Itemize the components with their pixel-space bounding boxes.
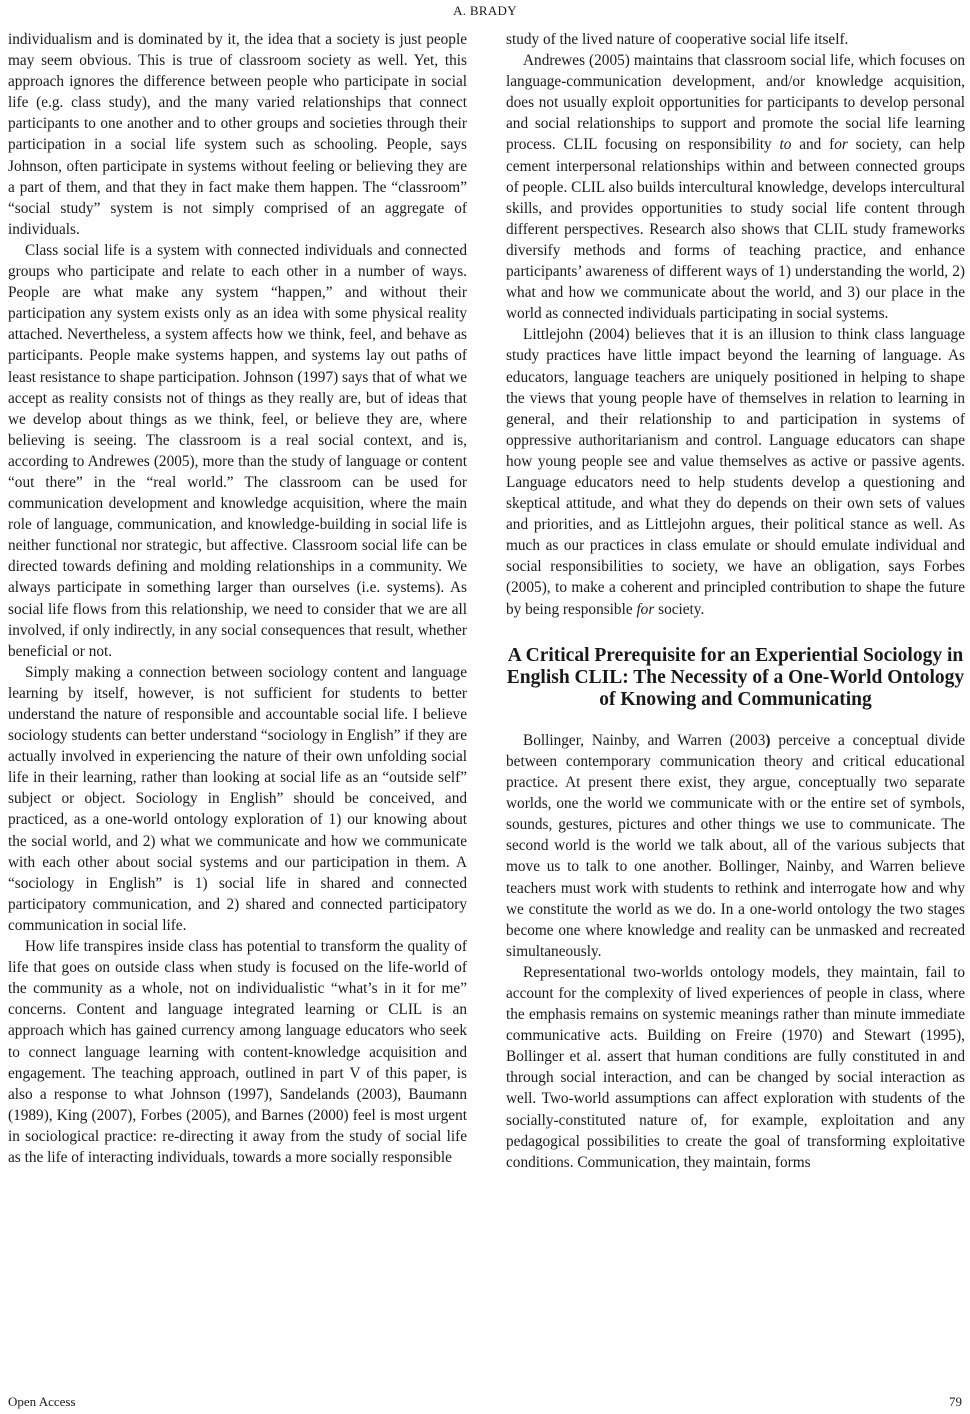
paragraph: study of the lived nature of cooperative social life itself. <box>506 31 849 48</box>
text-run: Bollinger, Nainby, and Warren (2003 <box>523 731 766 749</box>
paragraph: Representational two-worlds ontology models, they maintain, fail to account for the complexity of lived experiences of people in class, where the emphasis remains on systemic meanings rather than minute immediate communicative acts. Building on Freire (1970) and Stewart (1995), Bollinger et al. assert that human conditions are fully constituted in and through social interaction, and can be changed by social interaction as well. Two-world assumptions can affect exploration with students of the socially-constituted nature of, for example, exploitation and any pedagogical possibilities to create the goal of transforming exploitative conditions. Communication, they maintain, forms <box>506 963 965 1171</box>
paragraph: How life transpires inside class has potential to transform the quality of life that goes on outside class when study is focused on the life-world of the community as a whole, not on individualistic “what’s in it for me” concerns. Content and language integrated learning or CLIL is an approach which has gained currency among language educators who seek to connect language learning with content-knowledge acquisition and engagement. The teaching approach, outlined in part V of this paper, is also a response to what Johnson (1997), Sandelands (2003), Baumann (1989), King (2007), Forbes (2005), and Barnes (2000) feel is most urgent in sociological practice: re-directing it away from the study of social life as the life of interacting individuals, towards a more socially responsible <box>8 938 467 1166</box>
right-column <box>506 29 965 1173</box>
left-column <box>8 29 467 1168</box>
italic-run: or <box>834 136 848 154</box>
section-heading: A Critical Prerequisite for an Experiential Sociology in English CLIL: The Necessity of a One-World Ontology of Knowing and Communicating <box>506 644 965 711</box>
paragraph <box>506 50 965 324</box>
text-run: Littlejohn (2004) believes that it is an illusion to think class language study practices have little impact beyond the learning of language. As educators, language teachers are uniquely positioned in helping to shape the views that young people have of themselves in relation to learning in general, and their relationship to and participation in systems of oppressive authoritarianism and control. Language educators can shape how young people see and value themselves as active or passive agents. Language educators need to help students develop a questioning and skeptical attitude, and what they do depends on their own sets of values and priorities, and as Littlejohn argues, their political stance as well. As much as our practices in class emulate or should emulate individual and social responsibilities to society, we have an obligation, says Forbes (2005), to make a coherent and principled contribution to shape the future by being responsible <box>506 326 965 618</box>
page-number: 79 <box>949 1394 962 1409</box>
paragraph: Class social life is a system with connected individuals and connected groups who participate and relate to each other in a number of ways. People are what make any system “happen,” and without their participation any system exists only as an idea with some physical reality attached. Nevertheless, a system affects how we think, feel, and behave as participants. People make systems happen, and systems lay out paths of least resistance to shape participation. Johnson (1997) says that of what we accept as reality consists not of things as they really are, but of ideas that we develop about things as we think, feel, or believe they are, where believing is seeing. The classroom is a real social context, and is, according to Andrewes (2005), more than the study of language or content “out there” in the “real world.” The classroom can be used for communication development and knowledge acquisition, where the main role of language, communication, and knowledge-building in social life is neither functional nor strategic, but affective. Classroom social life can be directed towards defining and molding relationships in a community. We always participate in something larger than ourselves (i.e. systems). As social life flows from this relationship, we need to consider that we are all involved, if only indirectly, in any social consequences that result, whether beneficial or not. <box>8 241 467 660</box>
running-head: A. BRADY <box>453 3 517 18</box>
paragraph <box>506 730 965 962</box>
text-run: society, can help cement interpersonal relationships within and between connected groups of people. CLIL also builds intercultural knowledge, develops intercultural skills, and provides opportunities to study social life content through different perspectives. Research also shows that CLIL study frameworks diversify methods and forms of teaching practice, and enhance participants’ awareness of different ways of 1) understanding the world, 2) what and how we communicate about the world, and 3) our place in the world as connected individuals participating in social systems. <box>506 136 965 323</box>
text-run: Andrewes (2005) maintains that classroom social life, which focuses on language-communication development, and/or knowledge acquisition, does not usually exploit opportunities for participants to develop personal and social relationships to support and promote the social life learning process. CLIL focusing on responsibility <box>506 52 965 154</box>
text-run: perceive a conceptual divide between contemporary communication theory and critical educational practice. At present there exist, they argue, conceptually two separate worlds, one the world we communicate with or the entire set of symbols, sounds, gestures, pictures and other things we use to communicate. The second world is the world we talk about, all of the various subjects that move us to talk to one another. Bollinger, Nainby, and Warren believe teachers must work with students to rethink and interrogate how and why we constitute the world as we do. In a one-world ontology the two stages become one where knowledge and reality can be unmasked and recreated simultaneously. <box>506 731 966 960</box>
paragraph: individualism and is dominated by it, the idea that a society is just people may seem obvious. This is true of classroom society as well. Yet, this approach ignores the difference between people who participate in social life (e.g. class study), and the many varied relationships that connect participants to one another and to other groups and societies through their participation in a social life system such as schooling. People, says Johnson, often participate in systems without feeling or believing they are a part of them, and that they in fact make them happen. The “classroom” “social study” system is not simply comprised of an aggregate of individuals. <box>8 31 467 238</box>
italic-run: to <box>779 136 792 154</box>
footer-open-access: Open Access <box>8 1394 76 1409</box>
text-run: society. <box>654 600 705 618</box>
text-run: and f <box>791 136 835 154</box>
bold-run: ) <box>765 731 771 749</box>
paragraph <box>506 324 965 619</box>
paragraph: Simply making a connection between sociology content and language learning by itself, however, is not sufficient for students to better understand the nature of responsible and accountable social life. I believe sociology students can better understand “sociology in English” if they are actually involved in experiencing the nature of their own unfolding social life in their learning, rather than looking at social life as an “outside self” subject or object. Sociology in English” should be conceived, and practiced, as a one-world ontology exploration of 1) our knowing about the social world, and 2) what we communicate and how we communicate with each other about social systems and our participation in them. A “sociology in English” is 1) social life in shared and connected participatory communication, and 2) shared and connected participatory communication in social life. <box>8 663 467 934</box>
italic-run: for <box>636 600 655 618</box>
